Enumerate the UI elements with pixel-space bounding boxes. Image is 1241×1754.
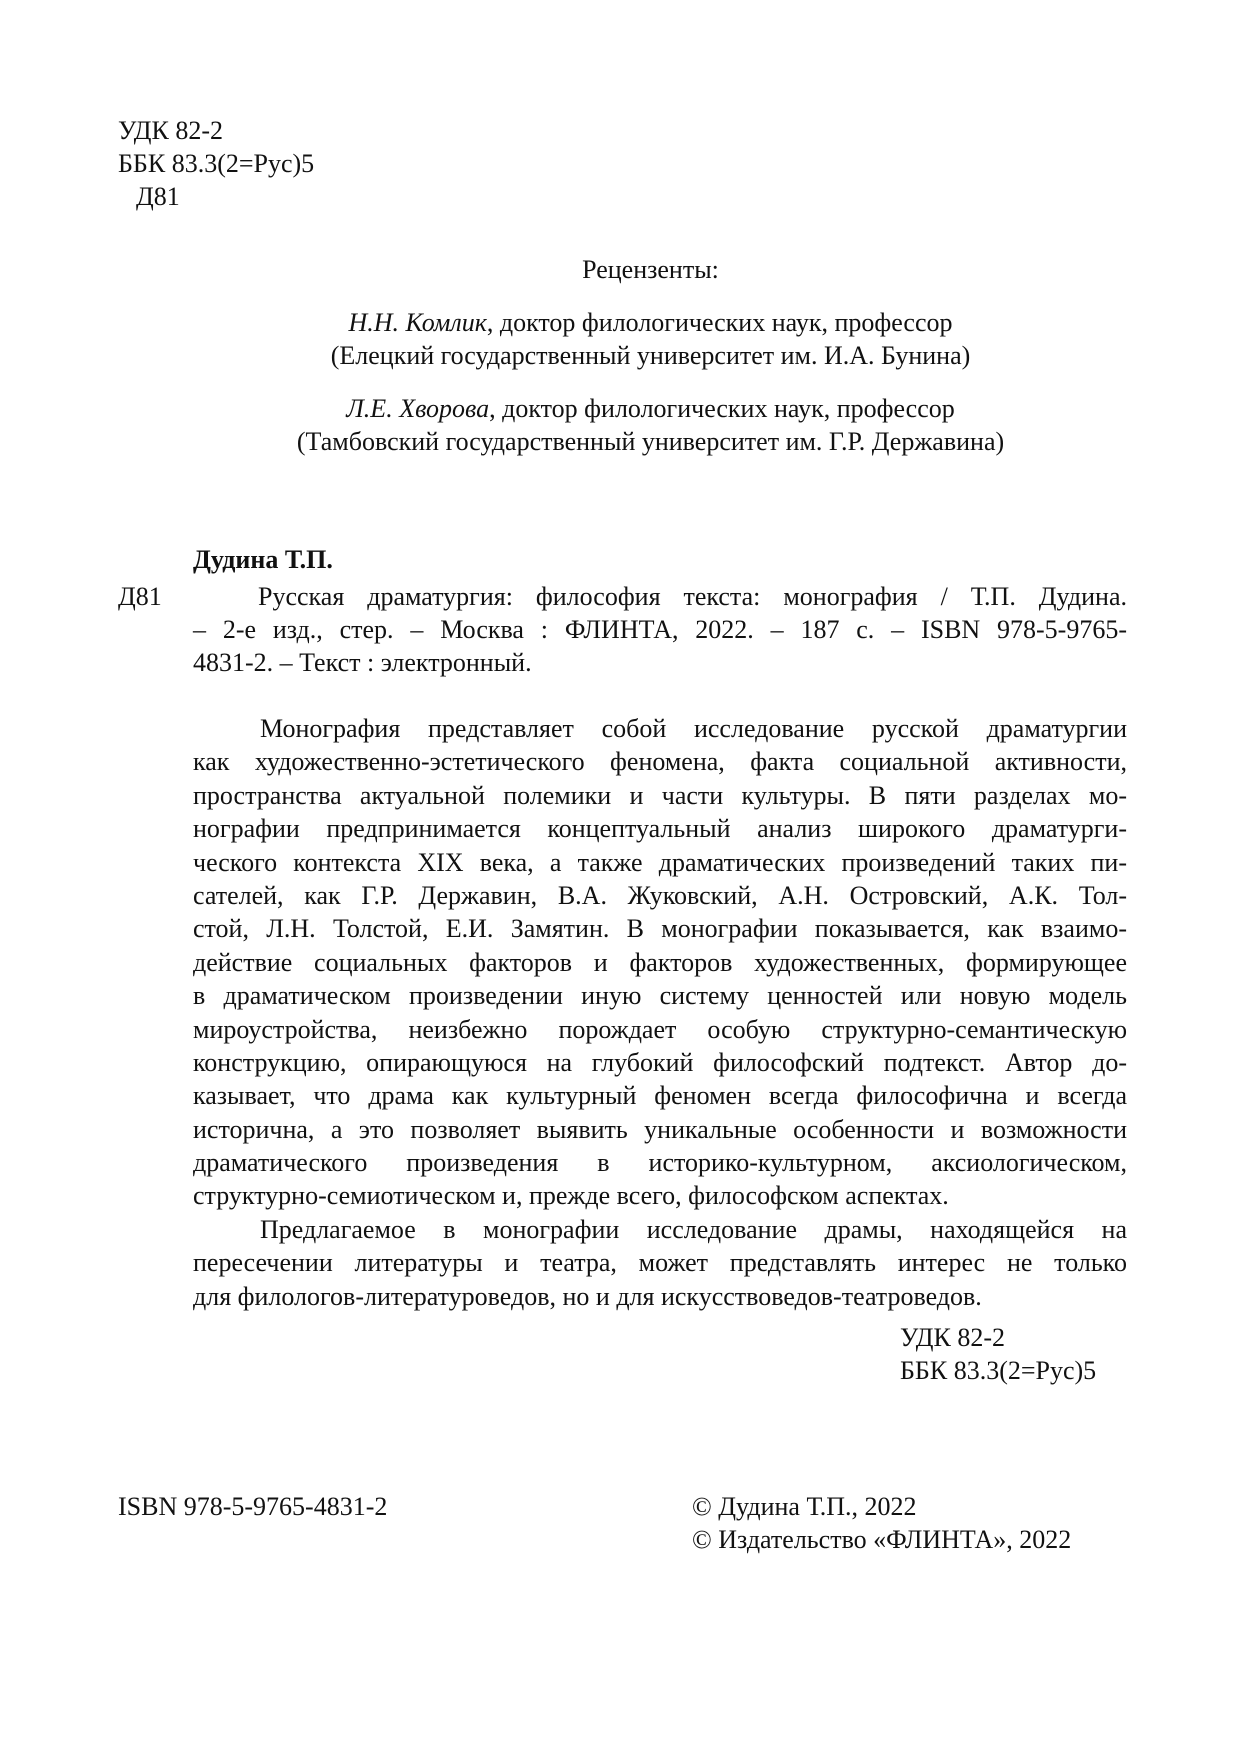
copyright-author: © Дудина Т.П., 2022: [692, 1492, 917, 1521]
bib-line-3: 4831-2. – Текст : электронный.: [193, 648, 532, 677]
abstract-line: исторична, а это позволяет выявить уникальные особенности и возможности: [193, 1114, 1127, 1144]
reviewer-1-name: Н.Н. Комлик: [348, 308, 487, 337]
bib-line-2: – 2-е изд., стер. – Москва : ФЛИНТА, 2022. – 187 с. – ISBN 978-5-9765-: [193, 615, 1127, 644]
reviewer-2-name: Л.Е. Хворова: [346, 394, 490, 423]
abstract-line: нографии предпринимается концептуальный анализ широкого драматурги-: [193, 814, 1127, 844]
copyright-block: [692, 1490, 1071, 1556]
abstract-line: пересечении литературы и театра, может представлять интерес не только: [193, 1248, 1127, 1278]
abstract-line: Монография представляет собой исследование русской драматургии: [260, 714, 1127, 743]
reviewer-1-affiliation: (Елецкий государственный университет им. И.А. Бунина): [330, 341, 971, 370]
udk-code-bottom: УДК 82-2: [900, 1323, 1006, 1352]
copyright-publisher: © Издательство «ФЛИНТА», 2022: [692, 1525, 1072, 1554]
abstract-line: как художественно-эстетического феномена, факта социальной активности,: [193, 747, 1127, 777]
reviewer-2-title: , доктор филологических наук, профессор: [489, 394, 955, 423]
abstract-line: стой, Л.Н. Толстой, Е.И. Замятин. В монографии показывается, как взаимо-: [193, 914, 1127, 944]
abstract-line: конструкцию, опирающуюся на глубокий философский подтекст. Автор до-: [193, 1047, 1127, 1077]
abstract-line: действие социальных факторов и факторов художественных, формирующее: [193, 947, 1127, 977]
abstract-line: ческого контекста XIX века, а также драматических произведений таких пи-: [193, 847, 1127, 877]
bbk-code: ББК 83.3(2=Рус)5: [118, 149, 315, 178]
abstract-line: мироустройства, неизбежно порождает особую структурно-семантическую: [193, 1014, 1127, 1044]
abstract-line: казывает, что драма как культурный феномен всегда философична и всегда: [193, 1081, 1127, 1111]
bib-line-1: Русская драматургия: философия текста: монография / Т.П. Дудина.: [258, 582, 1127, 611]
reviewers-label: Рецензенты:: [582, 255, 719, 284]
abstract-line: для филологов-литературоведов, но и для искусствоведов-театроведов.: [193, 1281, 982, 1311]
classification-top: [118, 114, 314, 213]
abstract-line: в драматическом произведении иную систему ценностей или новую модель: [193, 981, 1127, 1011]
bib-code: Д81: [118, 582, 162, 611]
reviewer-2-affiliation: (Тамбовский государственный университет им. Г.Р. Державина): [296, 427, 1005, 456]
abstract: [193, 712, 1127, 1313]
classification-bottom: [900, 1321, 1096, 1387]
udk-code: УДК 82-2: [118, 116, 224, 145]
reviewers-block: [0, 253, 1241, 458]
reviewer-2-line: [60, 392, 1241, 425]
abstract-line: Предлагаемое в монографии исследование драмы, находящейся на: [260, 1214, 1127, 1244]
abstract-line: драматического произведения в историко-культурном, аксиологическом,: [193, 1148, 1127, 1178]
bib-author: Дудина Т.П.: [193, 545, 333, 574]
bib-description: [193, 580, 1127, 679]
reviewer-2: [60, 392, 1241, 458]
abstract-line: пространства актуальной полемики и части культуры. В пяти разделах мо-: [193, 780, 1127, 810]
abstract-line: сателей, как Г.Р. Державин, В.А. Жуковский, А.Н. Островский, А.К. Тол-: [193, 880, 1127, 910]
bbk-code-bottom: ББК 83.3(2=Рус)5: [900, 1356, 1097, 1385]
abstract-line: структурно-семиотическом и, прежде всего, философском аспектах.: [193, 1181, 949, 1211]
isbn: ISBN 978-5-9765-4831-2: [118, 1492, 388, 1521]
reviewer-1-title: , доктор филологических наук, профессор: [486, 308, 953, 337]
reviewer-1: [60, 306, 1241, 372]
reviewer-1-line: [60, 306, 1241, 339]
author-sign: Д81: [136, 182, 180, 211]
